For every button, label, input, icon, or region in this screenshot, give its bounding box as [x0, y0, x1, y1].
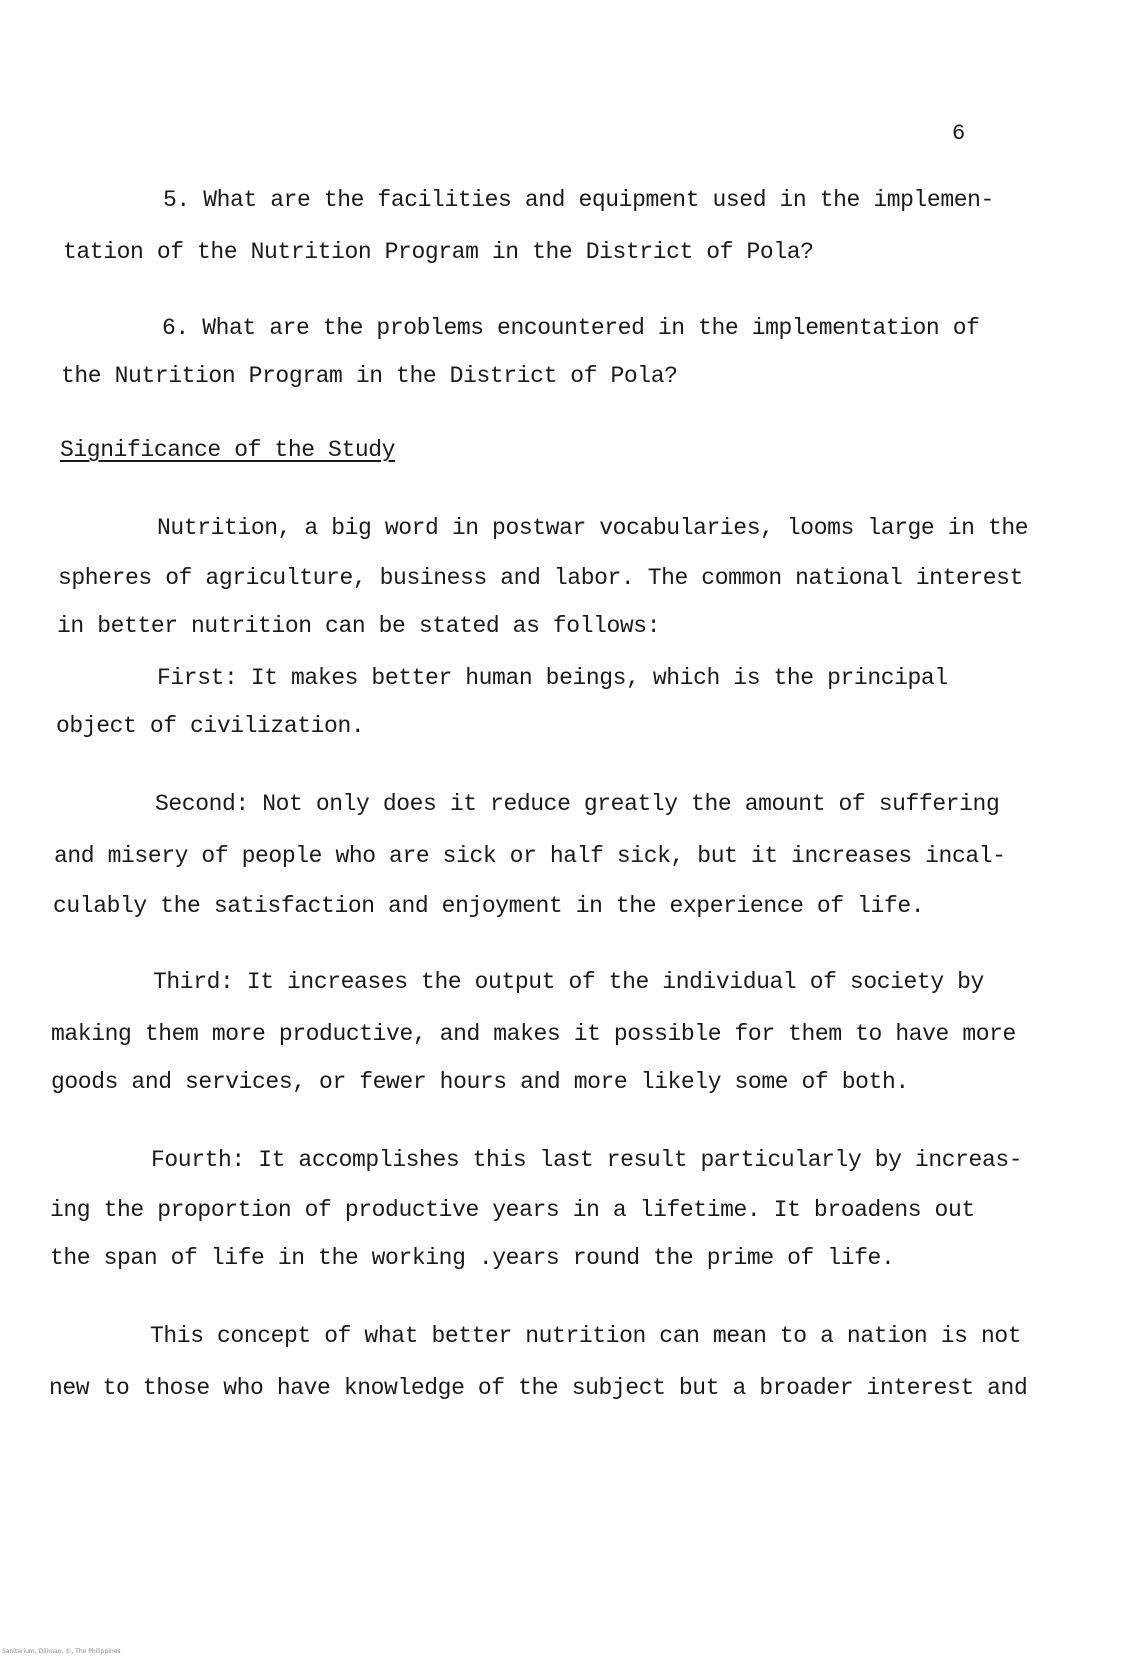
paragraph-concept-line-1: This concept of what better nutrition can mean to a nation is not [150, 1323, 1022, 1349]
question-5-line-2: tation of the Nutrition Program in the District of Pola? [63, 239, 814, 265]
paragraph-concept-line-2: new to those who have knowledge of the subject but a broader interest and [49, 1375, 1028, 1401]
question-6-line-1: 6. What are the problems encountered in the implementation of [162, 315, 980, 341]
paragraph-intro-line-1: Nutrition, a big word in postwar vocabularies, looms large in the [157, 515, 1029, 541]
paragraph-intro-line-2: spheres of agriculture, business and labor. The common national interest [58, 565, 1023, 591]
page-number: 6 [952, 121, 965, 146]
section-heading: Significance of the Study [60, 437, 396, 463]
paragraph-second-line-2: and misery of people who are sick or half sick, but it increases incal- [54, 843, 1006, 869]
paragraph-second-line-3: culably the satisfaction and enjoyment in the experience of life. [53, 893, 925, 919]
question-5-line-1: 5. What are the facilities and equipment used in the implemen- [163, 187, 994, 213]
paragraph-fourth-line-1: Fourth: It accomplishes this last result particularly by increas- [151, 1147, 1023, 1173]
paragraph-fourth-line-3: the span of life in the working .years round the prime of life. [50, 1245, 895, 1271]
paragraph-third-line-1: Third: It increases the output of the individual of society by [153, 969, 984, 995]
paragraph-second-line-1: Second: Not only does it reduce greatly the amount of suffering [155, 791, 1000, 817]
paragraph-fourth-line-2: ing the proportion of productive years in a lifetime. It broadens out [50, 1197, 975, 1223]
paragraph-intro-line-3: in better nutrition can be stated as follows: [57, 613, 661, 639]
paragraph-third-line-2: making them more productive, and makes it possible for them to have more [51, 1021, 1016, 1047]
scan-footer: Sanitarium, Diliman, ©, The Philippines [2, 1648, 121, 1655]
paragraph-first-line-1: First: It makes better human beings, which is the principal [157, 665, 948, 691]
paragraph-first-line-2: object of civilization. [56, 713, 365, 739]
paragraph-third-line-3: goods and services, or fewer hours and more likely some of both. [51, 1069, 909, 1095]
question-6-line-2: the Nutrition Program in the District of Pola? [61, 363, 678, 389]
